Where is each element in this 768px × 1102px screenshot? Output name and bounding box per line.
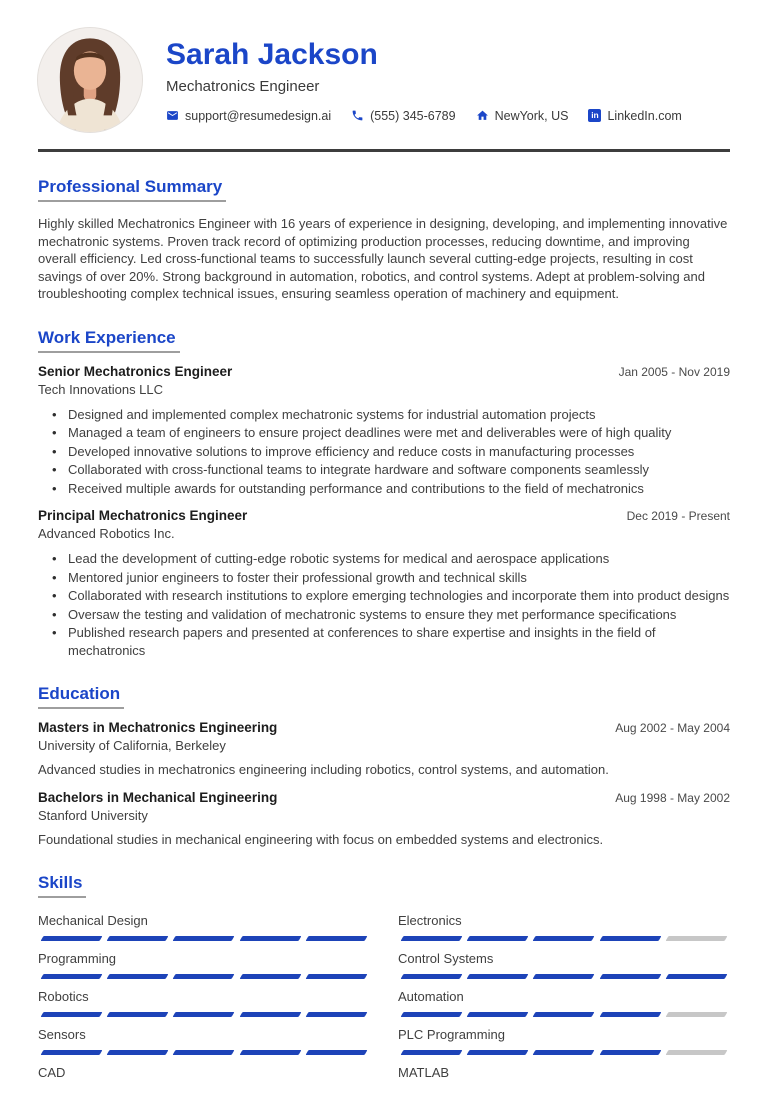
job-title-row	[38, 507, 730, 525]
skill-segment-empty	[665, 936, 727, 941]
skill-segment-filled	[305, 1012, 367, 1017]
job-bullet: • Received multiple awards for outstanding performance and contributions to the field of mechatronics	[38, 480, 730, 498]
skill-segment-filled	[467, 936, 529, 941]
email-icon	[166, 109, 179, 122]
skill-segment-filled	[305, 974, 367, 979]
skill-segment-filled	[467, 1012, 529, 1017]
summary-text: Highly skilled Mechatronics Engineer with 16 years of experience in designing, developing, and implementing innovative mechatronic systems. Proven track record of optimizing production processes, reducing downtime, and improving overall efficiency. Led cross-functional teams to successfully launch several cutting-edge projects, resulting in cost savings of over 20%. Strong background in automation, robotics, and control systems. Adept at problem-solving and troubleshooting complex technical issues, ensuring seamless operation of machinery and equipment.	[38, 216, 728, 301]
contact-email[interactable]	[166, 109, 331, 123]
skill-segment-empty	[665, 1050, 727, 1055]
section-professional-summary	[38, 177, 730, 303]
skill-level-bar	[38, 974, 370, 979]
contact-linkedin-text: LinkedIn.com	[607, 108, 682, 123]
skill-item	[38, 1026, 370, 1055]
skills-heading: Skills	[38, 873, 86, 898]
skill-item	[38, 988, 370, 1017]
skill-segment-filled	[599, 1050, 661, 1055]
skill-segment-filled	[401, 1050, 463, 1055]
skill-segment-filled	[107, 936, 169, 941]
skill-level-bar	[398, 1050, 730, 1055]
job-title: Senior Mechatronics Engineer	[38, 363, 233, 379]
degree-dates: Aug 2002 - May 2004	[615, 721, 730, 735]
skill-segment-filled	[41, 936, 103, 941]
skill-name: Sensors	[38, 1027, 86, 1042]
experience-heading: Work Experience	[38, 328, 180, 353]
degree-description: Advanced studies in mechatronics engineering including robotics, control systems, and automation.	[38, 762, 609, 777]
degree-title: Bachelors in Mechanical Engineering	[38, 789, 278, 805]
skill-segment-empty	[665, 1012, 727, 1017]
job-dates: Dec 2019 - Present	[626, 509, 730, 523]
skill-level-bar	[398, 936, 730, 941]
skill-segment-filled	[173, 974, 235, 979]
skill-segment-filled	[599, 974, 661, 979]
home-icon	[476, 109, 489, 122]
skill-segment-filled	[401, 974, 463, 979]
skill-segment-filled	[107, 1050, 169, 1055]
skill-level-bar	[398, 1088, 730, 1093]
linkedin-icon: in	[588, 109, 601, 122]
skill-name: Robotics	[38, 989, 89, 1004]
job-company: Advanced Robotics Inc.	[38, 526, 175, 541]
job-entry	[38, 507, 730, 659]
skill-name: MATLAB	[398, 1065, 450, 1080]
contact-location[interactable]	[476, 109, 569, 123]
job-bullet: • Collaborated with cross-functional teams to integrate hardware and software components seamlessly	[38, 461, 730, 479]
job-entry	[38, 363, 730, 498]
contact-phone-text: (555) 345-6789	[370, 108, 456, 123]
job-bullets	[38, 550, 730, 659]
degree-list	[38, 719, 730, 848]
job-bullets	[38, 406, 730, 498]
skill-segment-filled	[665, 974, 727, 979]
job-bullet: • Lead the development of cutting-edge robotic systems for medical and aerospace applications	[38, 550, 730, 568]
contact-row	[166, 109, 682, 123]
skill-item	[398, 1026, 730, 1055]
skill-segment-filled	[533, 1012, 595, 1017]
skill-segment-filled	[401, 936, 463, 941]
job-bullet: • Designed and implemented complex mechatronic systems for industrial automation projects	[38, 406, 730, 424]
job-dates: Jan 2005 - Nov 2019	[618, 364, 730, 379]
skill-segment-filled	[41, 974, 103, 979]
skill-level-bar	[398, 1012, 730, 1017]
degree-description: Foundational studies in mechanical engineering with focus on embedded systems and electronics.	[38, 831, 604, 847]
job-bullet: • Oversaw the testing and validation of mechatronic systems to ensure they met performance specifications	[38, 606, 730, 624]
skill-segment-filled	[305, 936, 367, 941]
profile-photo-illustration	[38, 28, 142, 132]
contact-email-text: support@resumedesign.ai	[185, 108, 332, 123]
degree-school: University of California, Berkeley	[38, 738, 226, 753]
skill-segment-filled	[41, 1012, 103, 1017]
summary-heading: Professional Summary	[38, 177, 226, 202]
person-title: Mechatronics Engineer	[166, 77, 320, 95]
skill-segment-filled	[41, 1050, 103, 1055]
skill-segment-filled	[467, 974, 529, 979]
skill-item	[38, 950, 370, 979]
skill-item	[398, 950, 730, 979]
person-name: Sarah Jackson	[166, 37, 378, 71]
job-bullet: • Collaborated with research institutions to explore emerging technologies and incorporate them into product designs	[38, 587, 730, 605]
skill-segment-filled	[533, 974, 595, 979]
phone-icon	[351, 109, 364, 122]
skill-name: Electronics	[398, 913, 462, 928]
skill-level-bar	[38, 1012, 370, 1017]
degree-entry	[38, 719, 730, 779]
contact-location-text: NewYork, US	[494, 108, 569, 123]
skill-segment-filled	[107, 974, 169, 979]
skill-name: Mechanical Design	[38, 913, 148, 928]
skill-name: Automation	[398, 989, 464, 1004]
job-bullet: • Developed innovative solutions to improve efficiency and reduce costs in manufacturing processes	[38, 443, 730, 461]
education-heading: Education	[38, 684, 124, 709]
skill-segment-filled	[305, 1050, 367, 1055]
skill-segment-filled	[239, 974, 301, 979]
section-education	[38, 684, 730, 848]
skill-segment-filled	[239, 1050, 301, 1055]
job-list	[38, 363, 730, 660]
profile-photo	[38, 28, 142, 132]
contact-linkedin[interactable]	[588, 109, 681, 123]
header-text	[166, 38, 682, 123]
skill-level-bar	[38, 936, 370, 941]
section-work-experience	[38, 328, 730, 660]
section-skills	[38, 873, 730, 1102]
skill-segment-filled	[173, 936, 235, 941]
job-company: Tech Innovations LLC	[38, 381, 164, 397]
job-bullet: • Managed a team of engineers to ensure project deadlines were met and deliverables were of high quality	[38, 424, 730, 442]
skill-item	[38, 912, 370, 941]
skill-name: PLC Programming	[398, 1027, 505, 1042]
degree-entry	[38, 789, 730, 849]
skill-segment-filled	[107, 1012, 169, 1017]
degree-title-row	[38, 719, 730, 737]
skill-segment-filled	[239, 1012, 301, 1017]
job-title-row	[38, 363, 730, 381]
job-title: Principal Mechatronics Engineer	[38, 508, 248, 523]
contact-phone[interactable]	[351, 109, 455, 123]
skill-item	[38, 1064, 370, 1093]
skills-grid	[38, 912, 730, 1102]
skill-segment-filled	[173, 1050, 235, 1055]
job-bullet: • Published research papers and presented at conferences to share expertise and insights in the field of mechatronics	[38, 624, 730, 659]
degree-title-row	[38, 789, 730, 807]
skill-name: Programming	[38, 951, 117, 966]
skill-item	[398, 988, 730, 1017]
skill-level-bar	[38, 1088, 370, 1093]
job-bullet: • Mentored junior engineers to foster their professional growth and technical skills	[38, 569, 730, 587]
skill-segment-filled	[599, 936, 661, 941]
degree-school: Stanford University	[38, 807, 148, 823]
skill-segment-filled	[533, 1050, 595, 1055]
skill-name: Control Systems	[398, 951, 494, 966]
skill-segment-filled	[599, 1012, 661, 1017]
header-divider	[38, 149, 730, 152]
skill-name: CAD	[38, 1065, 66, 1080]
skill-level-bar	[38, 1050, 370, 1055]
skill-segment-filled	[467, 1050, 529, 1055]
skill-segment-filled	[533, 936, 595, 941]
skill-segment-filled	[401, 1012, 463, 1017]
skill-segment-filled	[239, 936, 301, 941]
skill-level-bar	[398, 974, 730, 979]
degree-dates: Aug 1998 - May 2002	[615, 790, 730, 805]
skill-item	[398, 1064, 730, 1093]
skill-item	[398, 912, 730, 941]
skill-segment-filled	[173, 1012, 235, 1017]
resume-header	[38, 28, 730, 132]
degree-title: Masters in Mechatronics Engineering	[38, 720, 278, 735]
